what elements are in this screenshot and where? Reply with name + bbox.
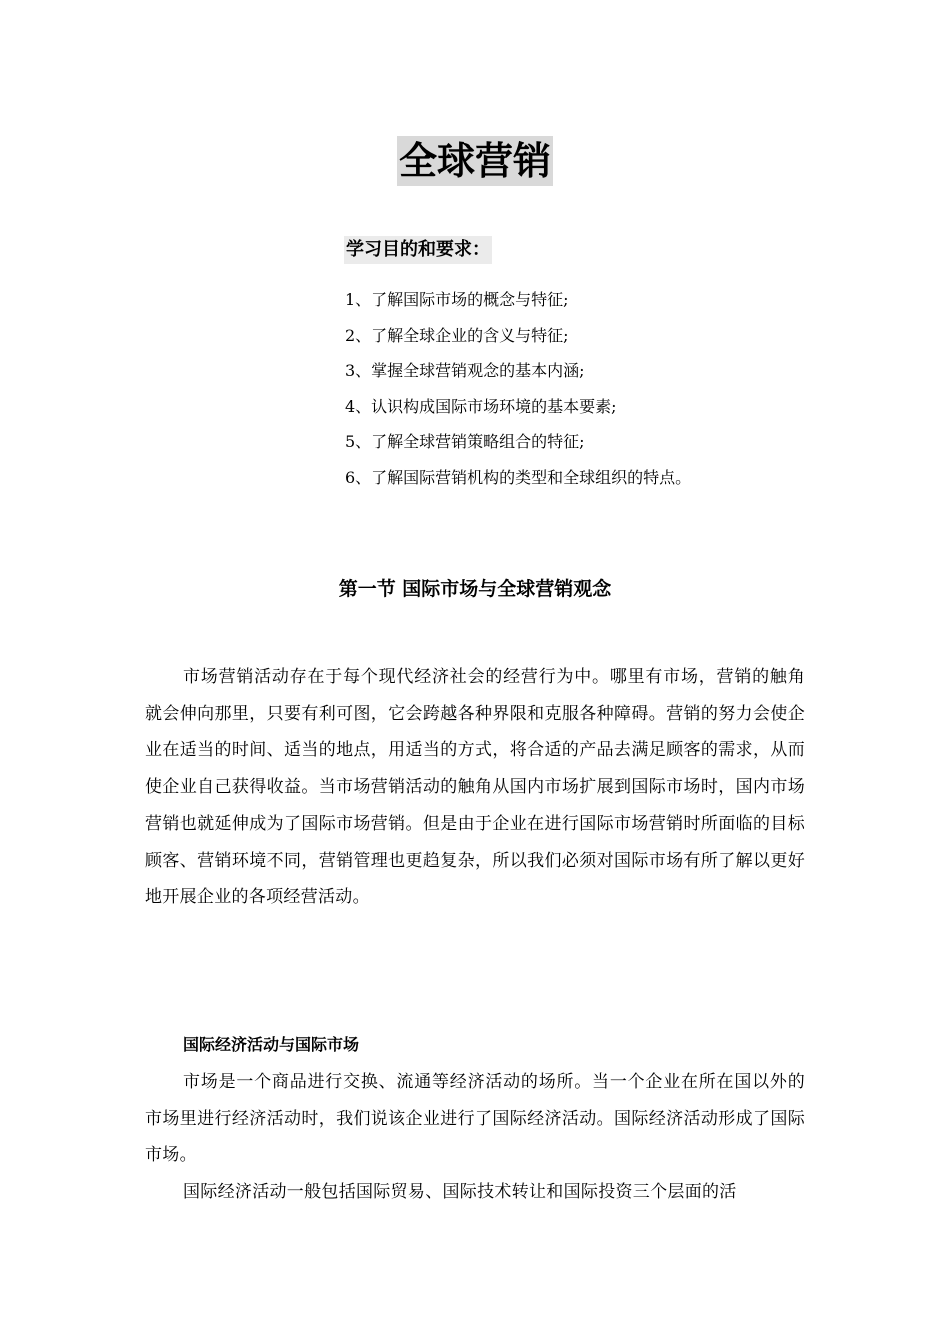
- subsection-heading: 国际经济活动与国际市场: [183, 1035, 360, 1054]
- objectives-heading: 学习目的和要求：: [344, 236, 492, 264]
- intro-paragraph: 市场营销活动存在于每个现代经济社会的经营行为中。哪里有市场，营销的触角就会伸向那里，只要有利可图，它会跨越各种界限和克服各种障碍。营销的努力会使企业在适当的时间、适当的地点，用适当的方式，将合适的产品去满足顾客的需求，从而使企业自己获得收益。当市场营销活动的触角从国内市场扩展到国际市场时，国内市场营销也就延伸成为了国际市场营销。但是由于企业在进行国际市场营销时所面临的目标顾客、营销环境不同，营销管理也更趋复杂，所以我们必须对国际市场有所了解以更好地开展企业的各项经营活动。: [145, 667, 805, 908]
- objective-item: 1、了解国际市场的概念与特征;: [345, 290, 569, 309]
- objective-item: 3、掌握全球营销观念的基本内涵;: [345, 361, 585, 380]
- document-title-text: 全球营销: [397, 136, 553, 186]
- objective-item: 6、了解国际营销机构的类型和全球组织的特点。: [345, 467, 692, 487]
- section-title: 第一节 国际市场与全球营销观念: [338, 578, 612, 600]
- document-title: [0, 136, 950, 186]
- objective-item: 2、了解全球企业的含义与特征;: [345, 325, 569, 345]
- objective-item: 5、了解全球营销策略组合的特征;: [345, 432, 585, 451]
- objectives-list: [345, 286, 691, 499]
- objective-item: 4、认识构成国际市场环境的基本要素;: [345, 396, 617, 416]
- body-paragraph: 市场是一个商品进行交换、流通等经济活动的场所。当一个企业在所在国以外的市场里进行经济活动时，我们说该企业进行了国际经济活动。国际经济活动形成了国际市场。: [145, 1072, 805, 1166]
- body-paragraph: 国际经济活动一般包括国际贸易、国际技术转让和国际投资三个层面的活: [183, 1182, 737, 1202]
